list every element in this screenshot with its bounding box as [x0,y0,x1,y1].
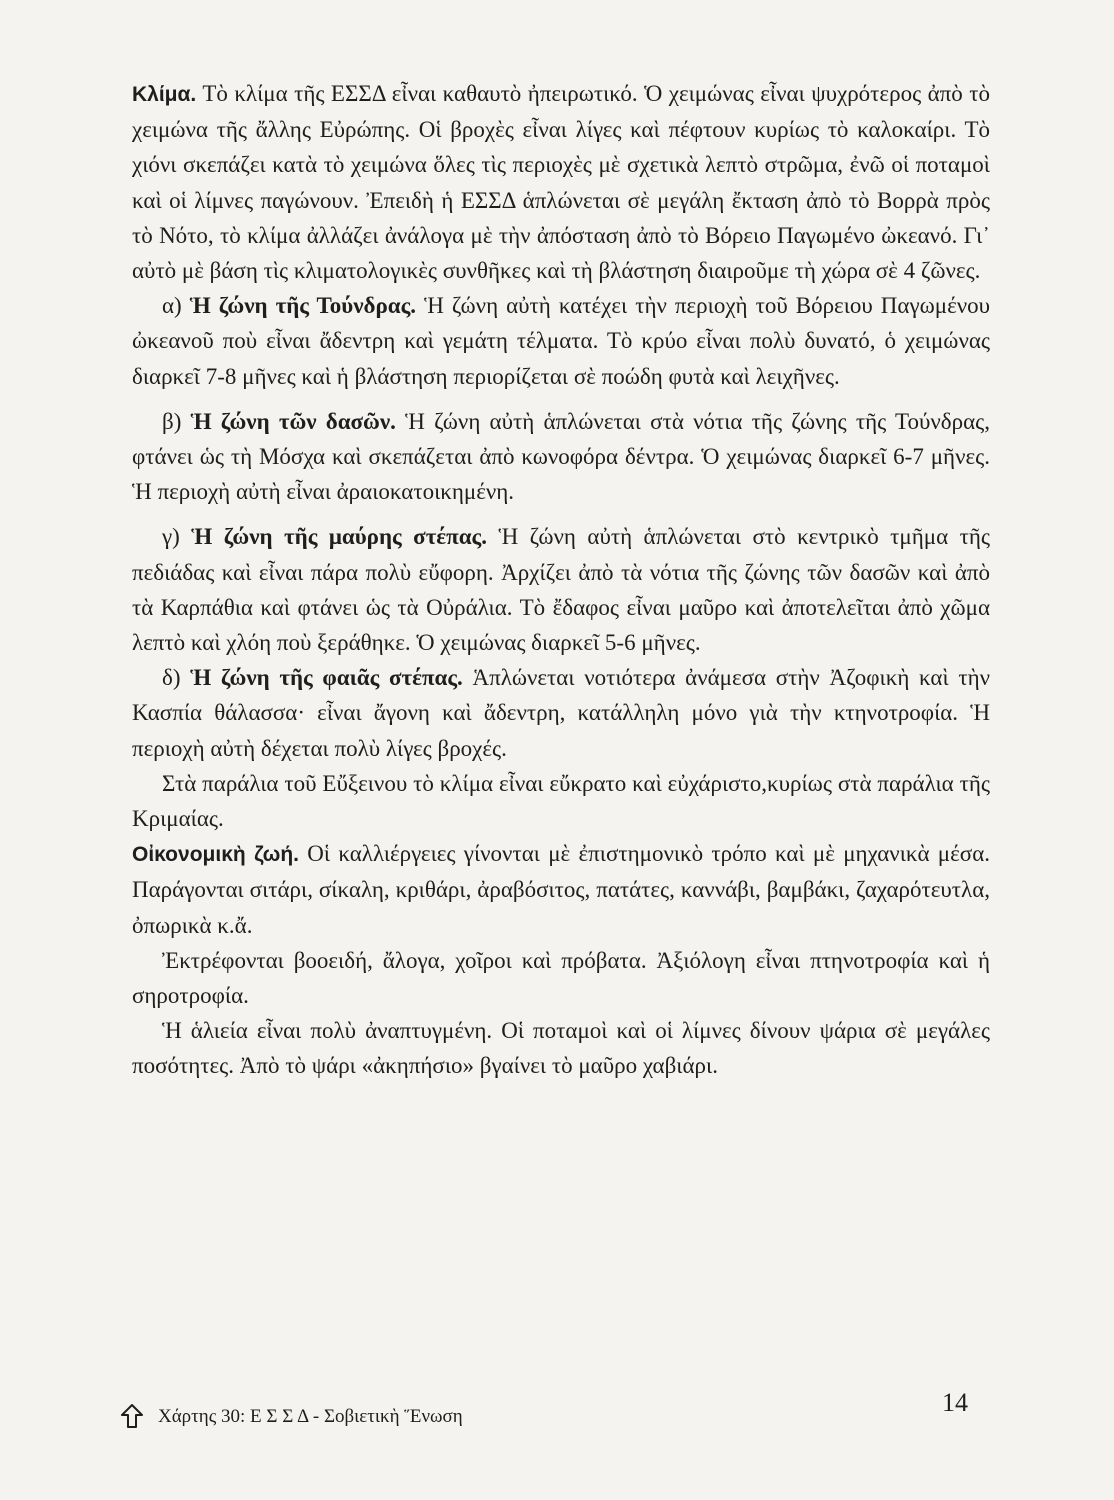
zone-tundra [132,288,990,394]
zone-title: Ἡ ζώνη τῶν δασῶν. [190,408,396,434]
page-number: 14 [942,1388,968,1417]
zone-letter: α) [162,293,182,319]
zone-text: Ἡ ζώνη αὐτὴ ἁπλώνεται στὸ κεντρικὸ τμῆμα τῆς πεδιάδας καὶ εἶναι πάρα πολὺ εὔφορη. Ἀρχίζει ἀπὸ τὰ νότια τῆς ζώνης τῶν δασῶν καὶ ἀπὸ τὰ Καρπάθια καὶ φτάνει ὡς τὰ Οὐράλια. Τὸ ἔδαφος εἶναι μαῦρο καὶ ἀποτελεῖται ἀπὸ χῶμα λεπτὸ καὶ χλόη ποὺ ξεράθηκε. Ὁ χειμώνας διαρκεῖ 5-6 μῆνες. [132,524,990,656]
black-sea-paragraph: Στὰ παράλια τοῦ Εὔξεινου τὸ κλίμα εἶναι εὔκρατο καὶ εὐχάριστο,κυρίως στὰ παράλια τῆς Κριμαίας. [132,770,990,832]
zone-letter: β) [162,408,182,434]
climate-intro-text: Τὸ κλίμα τῆς ΕΣΣΔ εἶναι καθαυτὸ ἠπειρωτικό. Ὁ χειμώνας εἶναι ψυχρότερος ἀπὸ τὸ χειμώνα τῆς ἄλλης Εὐρώπης. Οἱ βροχὲς εἶναι λίγες καὶ πέφτουν κυρίως τὸ καλοκαίρι. Τὸ χιόνι σκεπάζει κατὰ τὸ χειμώνα ὅλες τὶς περιοχὲς μὲ σχετικὰ λεπτὸ στρῶμα, ἐνῶ οἱ ποταμοὶ καὶ οἱ λίμνες παγώνουν. Ἐπειδὴ ἡ ΕΣΣΔ ἁπλώνεται σὲ μεγάλη ἔκταση ἀπὸ τὸ Βορρὰ πρὸς τὸ Νότο, τὸ κλίμα ἀλλάζει ἀνάλογα μὲ τὴν ἀπόσταση ἀπὸ τὸ Βόρειο Παγωμένο ὠκεανό. Γι᾽ αὐτὸ μὲ βάση τὶς κλιματολογικὲς συνθῆκες καὶ τὴ βλάστηση διαιροῦμε τὴ χώρα σὲ 4 ζῶνες. [132,81,990,284]
economy-text: Οἱ καλλιέργειες γίνονται μὲ ἐπιστημονικὸ τρόπο καὶ μὲ μηχανικὰ μέσα. Παράγονται σιτάρι, σίκαλη, κριθάρι, ἀραβόσιτος, πατάτες, καννάβι, βαμβάκι, ζαχαρότευτλα, ὀπωρικὰ κ.ἄ. [132,841,990,938]
zone-grey-steppe [132,660,990,766]
climate-heading: Κλίμα. [132,83,197,106]
zone-title: Ἡ ζώνη τῆς Τούνδρας. [189,293,417,319]
zone-text: Ἁπλώνεται νοτιότερα ἀνάμεσα στὴν Ἀζοφικὴ καὶ τὴν Κασπία θάλασσα· εἶναι ἄγονη καὶ ἄδεντρη, κατάλληλη μόνο γιὰ τὴν κτηνοτροφία. Ἡ περιοχὴ αὐτὴ δέχεται πολὺ λίγες βροχές. [132,665,991,761]
zone-forests [132,404,990,510]
zone-text: Ἡ ζώνη αὐτὴ κατέχει τὴν περιοχὴ τοῦ Βόρειου Παγωμένου ὠκεανοῦ ποὺ εἶναι ἄδεντρη καὶ γεμάτη τέλματα. Τὸ κρύο εἶναι πολὺ δυνατό, ὁ χειμώνας διαρκεῖ 7-8 μῆνες καὶ ἡ βλάστηση περιορίζεται σὲ ποώδη φυτὰ καὶ λειχῆνες. [132,293,991,389]
main-text [132,76,990,1084]
page-footer [118,1388,998,1440]
zone-title: Ἡ ζώνη τῆς μαύρης στέπας. [191,524,488,550]
zone-title: Ἡ ζώνη τῆς φαιᾶς στέπας. [190,665,463,691]
zone-text: Ἡ ζώνη αὐτὴ ἁπλώνεται στὰ νότια τῆς ζώνης τῆς Τούνδρας, φτάνει ὡς τὴ Μόσχα καὶ σκεπάζεται ἀπὸ κωνοφόρα δέντρα. Ὁ χειμώνας διαρκεῖ 6-7 μῆνες. Ἡ περιοχὴ αὐτὴ εἶναι ἀραιοκατοικημένη. [132,408,991,505]
zone-letter: δ) [162,665,181,691]
climate-paragraph [132,76,990,288]
livestock-paragraph: Ἐκτρέφονται βοοειδή, ἄλογα, χοῖροι καὶ πρόβατα. Ἀξιόλογη εἶναι πτηνοτροφία καὶ ἡ σηροτροφία. [132,947,990,1009]
zone-letter: γ) [162,524,180,550]
zone-black-steppe [132,519,990,660]
map-marker-icon [118,1402,146,1430]
economy-heading: Οἰκονομικὴ ζωή. [132,843,299,867]
map-caption: Χάρτης 30: Ε Σ Σ Δ - Σοβιετικὴ Ἕνωση [158,1406,463,1427]
economy-paragraph [132,836,990,943]
fishing-paragraph: Ἡ ἁλιεία εἶναι πολὺ ἀναπτυγμένη. Οἱ ποταμοὶ καὶ οἱ λίμνες δίνουν ψάρια σὲ μεγάλες ποσότητες. Ἀπὸ τὸ ψάρι «ἀκηπήσιο» βγαίνει τὸ μαῦρο χαβιάρι. [132,1018,990,1079]
